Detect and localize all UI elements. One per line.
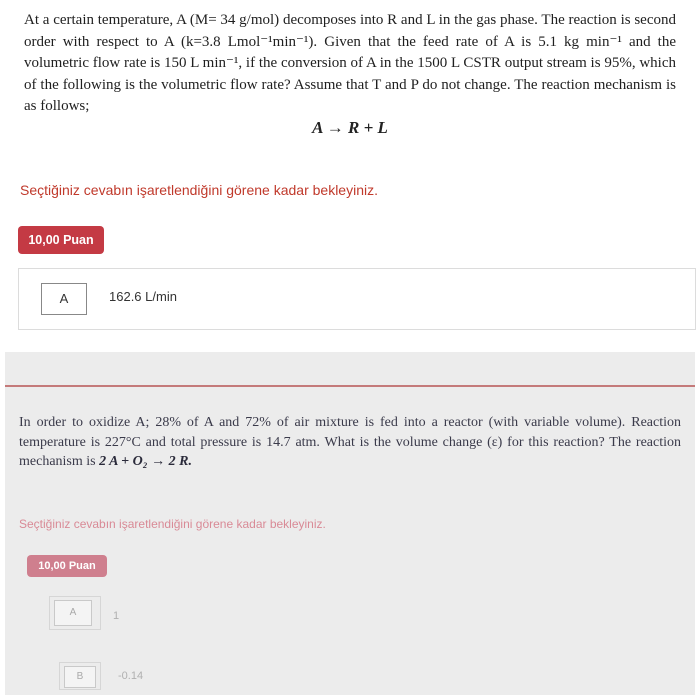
- answer-text-a: 1: [113, 610, 120, 622]
- question-2-formula: 2 A + O₂ → 2 R.: [99, 454, 192, 469]
- answer-letter-b[interactable]: B: [64, 666, 96, 688]
- question-2-answer-option-b[interactable]: [59, 662, 101, 690]
- answer-letter-a[interactable]: A: [41, 283, 87, 315]
- answer-text-b: -0.14: [118, 670, 144, 682]
- question-1-card: [0, 0, 700, 345]
- question-2-card: [5, 352, 695, 695]
- answer-text-a: 162.6 L/min: [109, 289, 177, 304]
- answer-letter-a[interactable]: A: [54, 600, 92, 626]
- question-2-body: In order to oxidize A; 28% of A and 72% of air mixture is fed into a reactor (with variable volume). Reaction temperature is 227°C and total pressure is 14.7 atm. What is the volume change (ε) for this reaction? The reaction mechanism is: [19, 415, 681, 469]
- question-1-wait-notice: Seçtiğiniz cevabın işaretlendiğini görene kadar bekleyiniz.: [20, 182, 378, 198]
- question-1-formula: A → R + L: [312, 118, 388, 137]
- question-2-answer-option-a[interactable]: [49, 596, 101, 630]
- question-2-divider: [5, 385, 695, 387]
- question-2-text: [19, 413, 681, 472]
- question-1-points-badge: 10,00 Puan: [18, 226, 104, 254]
- question-1-text: At a certain temperature, A (M= 34 g/mol) decomposes into R and L in the gas phase. The reaction is second order with respect to A (k=3.8 Lmol⁻¹min⁻¹). Given that the feed rate of A is 5.1 kg min⁻¹ and the volumetric flow rate is 150 L min⁻¹, if the conversion of A in the 1500 L CSTR output stream is 95%, which of the following is the volumetric flow rate? Assume that T and P do not change. The reaction mechanism is as follows;: [24, 12, 676, 114]
- question-2-points-badge: 10,00 Puan: [27, 555, 107, 577]
- question-1-answer-option-a[interactable]: [18, 268, 696, 330]
- question-2-wait-notice: Seçtiğiniz cevabın işaretlendiğini görene kadar bekleyiniz.: [19, 517, 326, 531]
